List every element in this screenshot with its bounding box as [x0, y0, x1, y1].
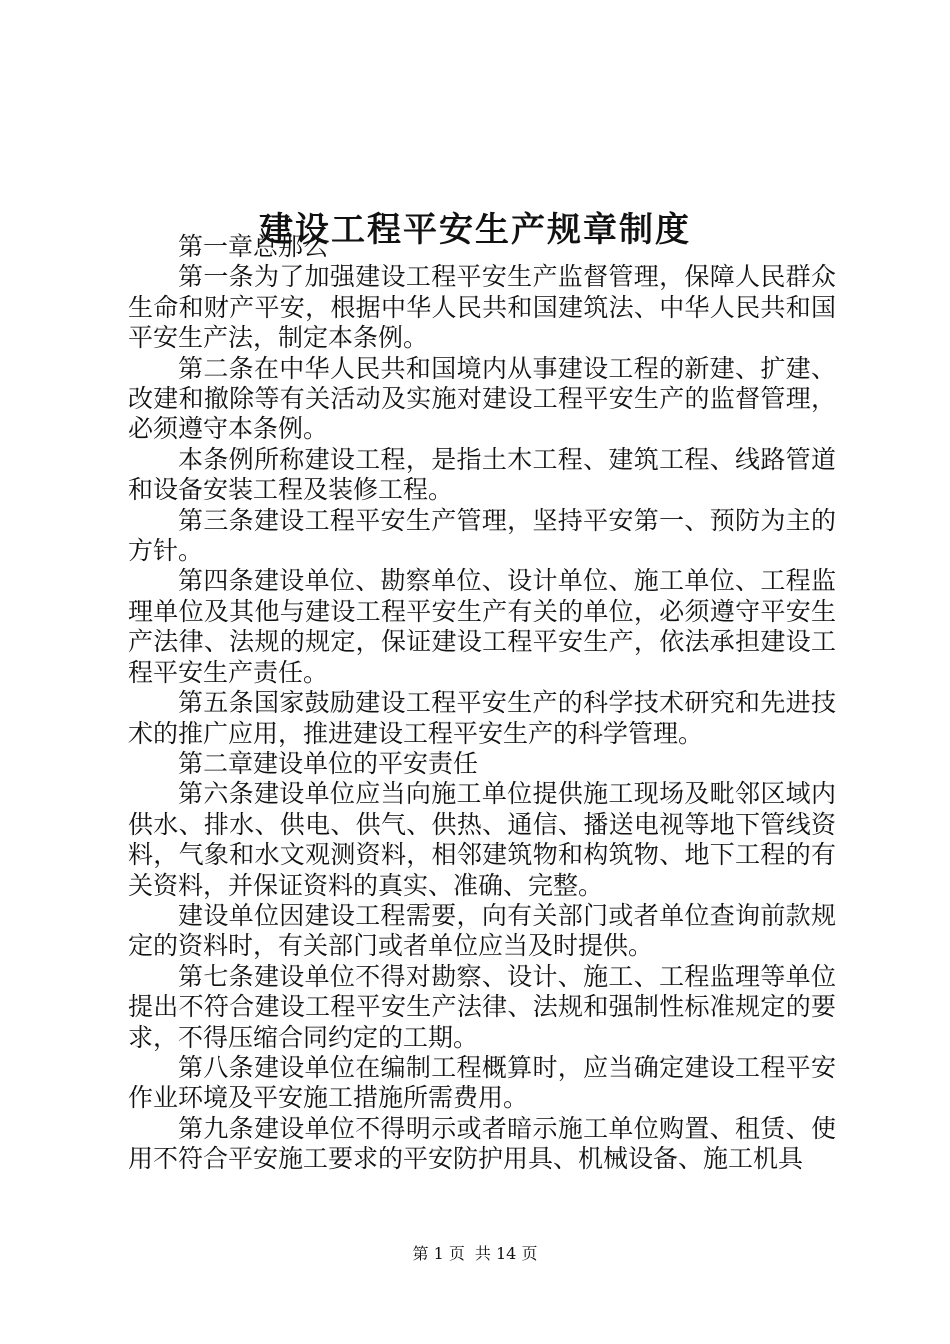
article-paragraph: 第二条在中华人民共和国境内从事建设工程的新建、扩建、改建和撤除等有关活动及实施对建设工程平安生产的监督管理，必须遵守本条例。	[128, 353, 836, 444]
document-title: 建设工程平安生产规章制度	[259, 209, 691, 250]
document-body	[128, 232, 836, 1175]
article-paragraph: 第六条建设单位应当向施工单位提供施工现场及毗邻区域内供水、排水、供电、供气、供热、通信、播送电视等地下管线资料，气象和水文观测资料，相邻建筑物和构筑物、地下工程的有关资料，并保证资料的真实、准确、完整。	[128, 779, 836, 900]
page-total: 共 14 页	[474, 1244, 538, 1263]
article-paragraph: 第七条建设单位不得对勘察、设计、施工、工程监理等单位提出不符合建设工程平安生产法律、法规和强制性标准规定的要求，不得压缩合同约定的工期。	[128, 961, 836, 1052]
article-paragraph: 第五条国家鼓励建设工程平安生产的科学技术研究和先进技术的推广应用，推进建设工程平安生产的科学管理。	[128, 688, 836, 748]
article-paragraph: 建设单位因建设工程需要，向有关部门或者单位查询前款规定的资料时，有关部门或者单位应当及时提供。	[128, 900, 836, 961]
article-paragraph: 第四条建设单位、勘察单位、设计单位、施工单位、工程监理单位及其他与建设工程平安生产有关的单位，必须遵守平安生产法律、法规的规定，保证建设工程平安生产，依法承担建设工程平安生产责任。	[128, 566, 836, 687]
chapter-heading: 第一章总那么	[178, 232, 329, 261]
article-paragraph: 第三条建设工程平安生产管理，坚持平安第一、预防为主的方针。	[128, 505, 836, 566]
article-paragraph: 第八条建设单位在编制工程概算时，应当确定建设工程平安作业环境及平安施工措施所需费用。	[128, 1052, 836, 1113]
page-number: 第 1 页	[412, 1244, 465, 1263]
page-footer	[0, 1243, 950, 1265]
chapter-heading: 第二章建设单位的平安责任	[178, 748, 479, 778]
article-paragraph: 第一条为了加强建设工程平安生产监督管理，保障人民群众生命和财产平安，根据中华人民共和国建筑法、中华人民共和国平安生产法，制定本条例。	[128, 262, 836, 353]
article-paragraph: 本条例所称建设工程，是指土木工程、建筑工程、线路管道和设备安装工程及装修工程。	[128, 444, 836, 505]
article-paragraph: 第九条建设单位不得明示或者暗示施工单位购置、租赁、使用不符合平安施工要求的平安防护用具、机械设备、施工机具	[128, 1113, 836, 1174]
